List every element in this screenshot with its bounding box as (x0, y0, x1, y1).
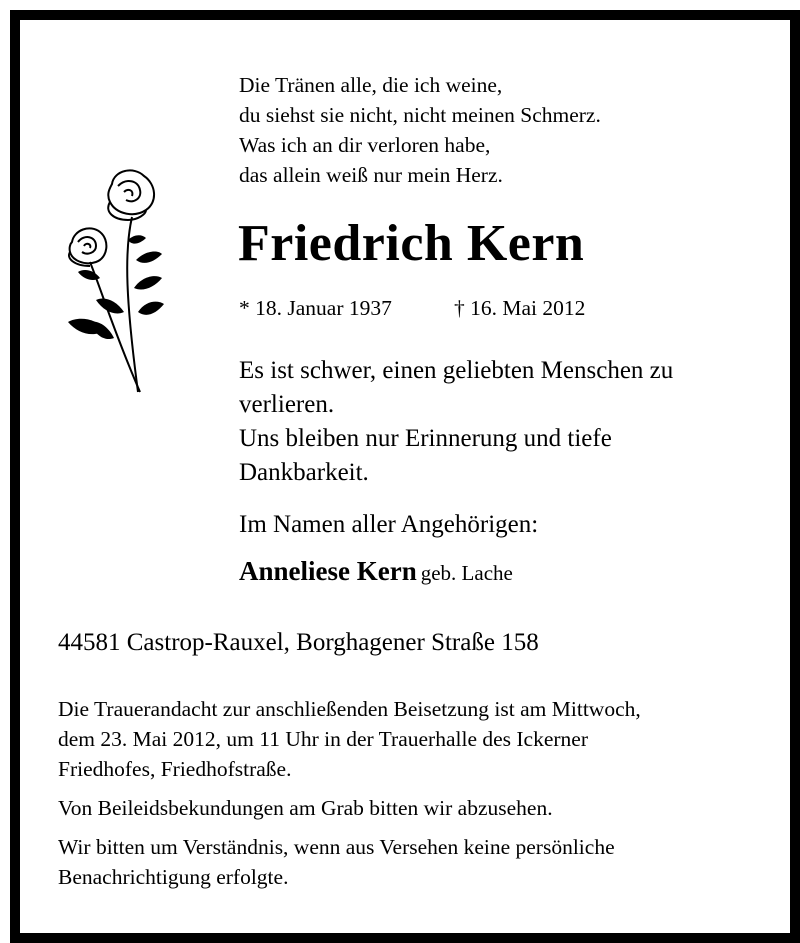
quote-line: Es ist schwer, einen geliebten Menschen zu (239, 357, 674, 384)
obituary-frame (10, 10, 800, 943)
info-line: Von Beileidsbekundungen am Grab bitten wir abzusehen. (58, 796, 553, 820)
behalf-line: Im Namen aller Angehörigen: (239, 511, 539, 538)
info-line: dem 23. Mai 2012, um 11 Uhr in der Trauerhalle des Ickerner (58, 727, 589, 751)
death-date: † 16. Mai 2012 (454, 296, 586, 320)
deceased-name: Friedrich Kern (238, 215, 585, 272)
info-paragraph (58, 694, 641, 784)
poem-line: das allein weiß nur mein Herz. (239, 163, 503, 187)
info-line: Die Trauerandacht zur anschließenden Beisetzung ist am Mittwoch, (58, 697, 641, 721)
funeral-info (58, 694, 641, 901)
birth-date: * 18. Januar 1937 (239, 296, 392, 320)
rose-icon (54, 162, 164, 394)
poem (239, 70, 601, 190)
quote-line: verlieren. (239, 391, 335, 418)
poem-line: Was ich an dir verloren habe, (239, 133, 491, 157)
signer-name: Anneliese Kern (239, 556, 417, 586)
address: 44581 Castrop-Rauxel, Borghagener Straße 158 (58, 629, 539, 656)
info-paragraph (58, 793, 641, 823)
info-line: Friedhofes, Friedhofstraße. (58, 757, 292, 781)
quote-line: Dankbarkeit. (239, 459, 369, 486)
info-line: Benachrichtigung erfolgte. (58, 865, 289, 889)
signer (239, 556, 513, 587)
life-dates (239, 296, 586, 321)
info-line: Wir bitten um Verständnis, wenn aus Versehen keine persönliche (58, 835, 615, 859)
poem-line: Die Tränen alle, die ich weine, (239, 73, 503, 97)
info-paragraph (58, 832, 641, 892)
poem-line: du siehst sie nicht, nicht meinen Schmerz. (239, 103, 601, 127)
signer-maiden-name: geb. Lache (420, 561, 513, 585)
quote (239, 354, 673, 490)
quote-line: Uns bleiben nur Erinnerung und tiefe (239, 425, 612, 452)
